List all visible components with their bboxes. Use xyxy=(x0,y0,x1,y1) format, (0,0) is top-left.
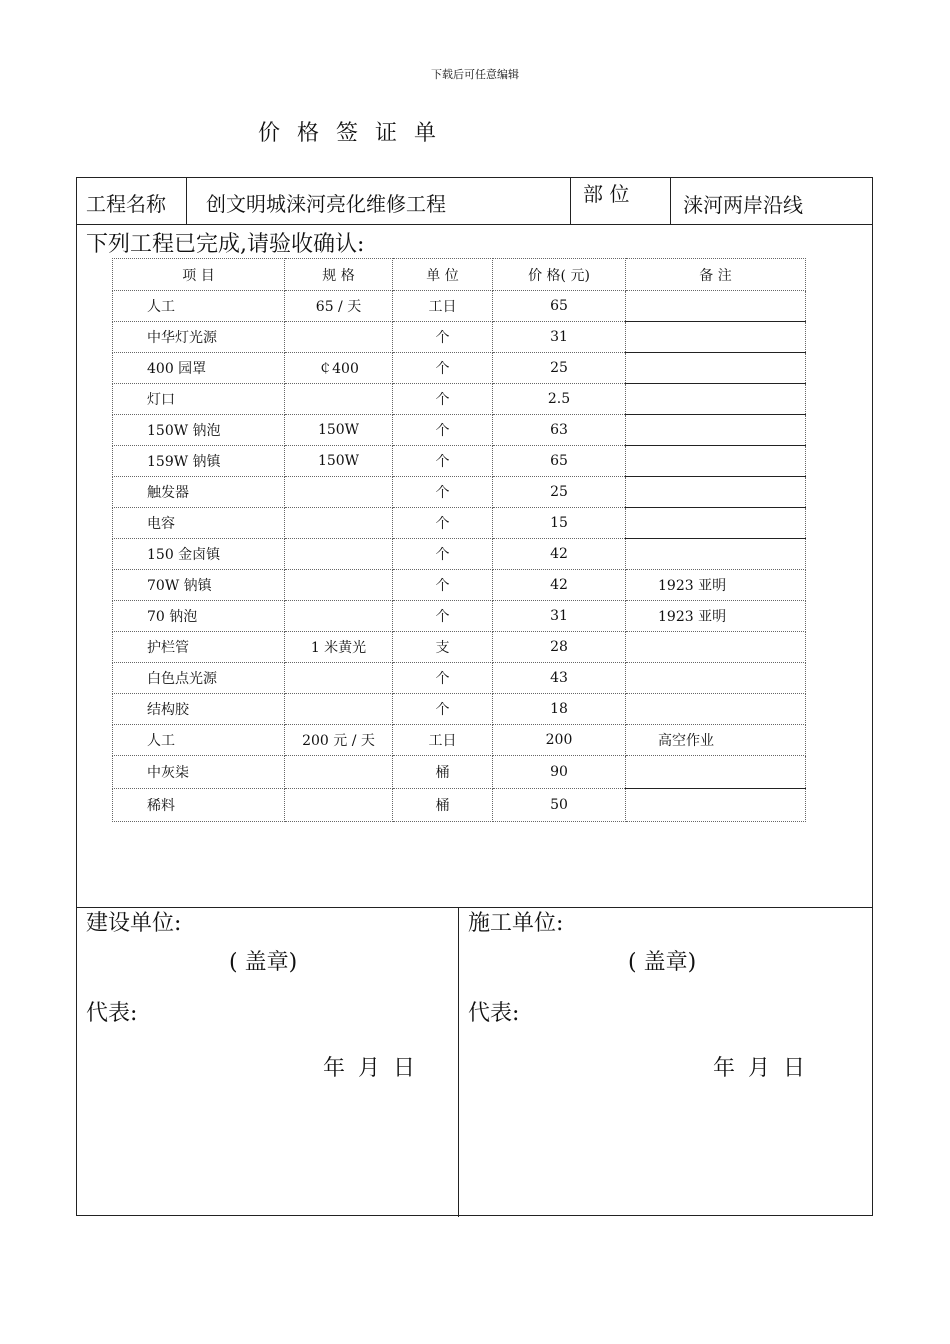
items-table xyxy=(112,258,806,822)
header-divider xyxy=(570,178,571,225)
spec-cell xyxy=(285,756,393,789)
item-cell xyxy=(113,508,285,539)
item-cell xyxy=(113,322,285,353)
item-cell-text: 触发器 xyxy=(147,485,189,501)
unit-cell-text: 工日 xyxy=(428,733,457,749)
price-cell xyxy=(493,632,626,663)
watermark-text: 下载后可任意编辑 xyxy=(431,68,519,81)
spec-cell xyxy=(285,353,393,384)
spec-cell xyxy=(285,632,393,663)
item-cell xyxy=(113,353,285,384)
table-row xyxy=(113,446,806,477)
price-cell xyxy=(493,508,626,539)
column-header-unit: 单 位 xyxy=(393,259,493,291)
unit-cell xyxy=(393,789,493,822)
price-cell-text: 42 xyxy=(550,546,568,562)
client-unit-label: 建设单位: xyxy=(86,911,182,936)
note-cell xyxy=(626,570,806,601)
item-cell-text: 159W 钠镇 xyxy=(147,454,221,470)
project-name-value: 创文明城涞河亮化维修工程 xyxy=(206,192,446,216)
unit-cell-text: 个 xyxy=(435,516,450,532)
unit-cell-text: 个 xyxy=(435,609,450,625)
note-cell xyxy=(626,353,806,384)
unit-cell-text: 桶 xyxy=(435,798,450,814)
unit-cell-text: 个 xyxy=(435,361,450,377)
contractor-unit-label: 施工单位: xyxy=(468,911,564,936)
column-header-spec: 规 格 xyxy=(285,259,393,291)
client-representative-label: 代表: xyxy=(86,1001,138,1026)
table-row xyxy=(113,632,806,663)
unit-cell-text: 个 xyxy=(435,578,450,594)
note-cell-text xyxy=(626,515,658,531)
price-cell-text: 65 xyxy=(550,298,568,314)
note-cell xyxy=(626,415,806,446)
unit-cell-text: 个 xyxy=(435,702,450,718)
note-cell-text: 高空作业 xyxy=(658,733,714,749)
unit-cell xyxy=(393,725,493,756)
spec-cell xyxy=(285,601,393,632)
unit-cell-text: 个 xyxy=(435,392,450,408)
price-cell-text: 200 xyxy=(545,732,573,748)
note-cell xyxy=(626,789,806,822)
note-cell xyxy=(626,663,806,694)
table-row xyxy=(113,415,806,446)
spec-cell xyxy=(285,291,393,322)
client-seal-text: ( 盖章) xyxy=(229,950,298,975)
unit-cell-text: 个 xyxy=(435,671,450,687)
contractor-date-text: 年 月 日 xyxy=(713,1056,805,1081)
table-row xyxy=(113,291,806,322)
item-cell-text: 稀料 xyxy=(147,798,175,814)
table-row xyxy=(113,663,806,694)
location-label: 部 位 xyxy=(583,182,630,206)
header-divider xyxy=(670,178,671,225)
price-cell-text: 42 xyxy=(550,577,568,593)
price-cell-text: 50 xyxy=(550,797,568,813)
unit-cell-text: 个 xyxy=(435,423,450,439)
unit-cell xyxy=(393,601,493,632)
unit-cell-text: 个 xyxy=(435,485,450,501)
unit-cell-text: 工日 xyxy=(428,299,457,315)
unit-cell xyxy=(393,477,493,508)
price-cell-text: 15 xyxy=(550,515,568,531)
note-cell-text xyxy=(626,391,658,407)
note-cell-text xyxy=(626,329,658,345)
price-cell xyxy=(493,446,626,477)
item-cell-text: 中华灯光源 xyxy=(147,330,217,346)
spec-cell-text: 200 元 / 天 xyxy=(302,733,375,749)
spec-cell xyxy=(285,789,393,822)
item-cell xyxy=(113,756,285,789)
price-cell-text: 31 xyxy=(550,329,568,345)
item-cell-text: 70 钠泡 xyxy=(147,609,198,625)
unit-cell xyxy=(393,539,493,570)
spec-cell-text: 1 米黄光 xyxy=(310,640,367,656)
spec-cell-text: ￠400 xyxy=(318,361,359,377)
unit-cell xyxy=(393,415,493,446)
unit-cell-text: 个 xyxy=(435,547,450,563)
price-cell xyxy=(493,539,626,570)
item-cell xyxy=(113,632,285,663)
price-cell xyxy=(493,291,626,322)
price-cell xyxy=(493,570,626,601)
note-cell xyxy=(626,446,806,477)
price-cell xyxy=(493,725,626,756)
spec-cell xyxy=(285,570,393,601)
item-cell-text: 护栏管 xyxy=(147,640,189,656)
note-cell-text: 1923 亚明 xyxy=(658,578,727,594)
price-cell xyxy=(493,789,626,822)
table-row xyxy=(113,477,806,508)
note-cell xyxy=(626,477,806,508)
note-cell-text xyxy=(626,422,658,438)
item-cell xyxy=(113,570,285,601)
item-cell-text: 灯口 xyxy=(147,392,175,408)
note-cell xyxy=(626,384,806,415)
price-cell-text: 43 xyxy=(550,670,568,686)
price-cell xyxy=(493,694,626,725)
price-cell-text: 65 xyxy=(550,453,568,469)
note-cell-text xyxy=(626,484,658,500)
location-value: 涞河两岸沿线 xyxy=(683,193,803,217)
spec-cell xyxy=(285,384,393,415)
table-row xyxy=(113,789,806,822)
item-cell-text: 150 金卤镇 xyxy=(147,547,221,563)
contractor-seal-text: ( 盖章) xyxy=(628,950,697,975)
note-cell-text xyxy=(626,797,658,813)
item-cell xyxy=(113,415,285,446)
price-cell-text: 25 xyxy=(550,484,568,500)
price-cell-text: 2.5 xyxy=(547,391,571,407)
spec-cell-text: 150W xyxy=(317,453,360,469)
table-row xyxy=(113,601,806,632)
table-header-row xyxy=(113,259,806,291)
unit-cell xyxy=(393,446,493,477)
note-cell xyxy=(626,725,806,756)
price-cell xyxy=(493,353,626,384)
note-cell xyxy=(626,756,806,789)
spec-cell xyxy=(285,446,393,477)
item-cell-text: 结构胶 xyxy=(147,702,189,718)
spec-cell xyxy=(285,322,393,353)
item-cell xyxy=(113,663,285,694)
note-cell-text xyxy=(626,670,658,686)
item-cell-text: 电容 xyxy=(147,516,175,532)
unit-cell xyxy=(393,322,493,353)
spec-cell xyxy=(285,725,393,756)
note-cell xyxy=(626,632,806,663)
price-cell xyxy=(493,415,626,446)
unit-cell xyxy=(393,663,493,694)
price-cell xyxy=(493,477,626,508)
table-row xyxy=(113,756,806,789)
price-cell-text: 31 xyxy=(550,608,568,624)
spec-cell xyxy=(285,694,393,725)
note-cell-text: 1923 亚明 xyxy=(658,609,727,625)
price-cell-text: 90 xyxy=(550,764,568,780)
table-row xyxy=(113,570,806,601)
price-cell-text: 28 xyxy=(550,639,568,655)
unit-cell-text: 个 xyxy=(435,454,450,470)
spec-cell xyxy=(285,663,393,694)
note-cell xyxy=(626,291,806,322)
price-cell-text: 18 xyxy=(550,701,568,717)
table-row xyxy=(113,539,806,570)
project-name-label: 工程名称 xyxy=(86,192,166,216)
unit-cell xyxy=(393,508,493,539)
table-row xyxy=(113,725,806,756)
unit-cell xyxy=(393,632,493,663)
item-cell xyxy=(113,291,285,322)
spec-cell xyxy=(285,508,393,539)
note-cell-text xyxy=(626,639,658,655)
header-divider xyxy=(186,178,187,225)
item-cell-text: 中灰柒 xyxy=(147,765,189,781)
price-cell-text: 63 xyxy=(550,422,568,438)
note-cell xyxy=(626,539,806,570)
table-row xyxy=(113,353,806,384)
unit-cell-text: 支 xyxy=(435,640,450,656)
note-cell xyxy=(626,508,806,539)
note-cell-text xyxy=(626,360,658,376)
item-cell xyxy=(113,789,285,822)
unit-cell xyxy=(393,291,493,322)
note-cell-text xyxy=(626,298,658,314)
table-row xyxy=(113,508,806,539)
client-date-text: 年 月 日 xyxy=(323,1056,415,1081)
item-cell-text: 人工 xyxy=(147,733,175,749)
note-cell-text xyxy=(626,764,658,780)
price-cell xyxy=(493,384,626,415)
unit-cell-text: 个 xyxy=(435,330,450,346)
table-row xyxy=(113,694,806,725)
item-cell-text: 400 园罩 xyxy=(147,361,207,377)
unit-cell-text: 桶 xyxy=(435,765,450,781)
contractor-representative-label: 代表: xyxy=(468,1001,520,1026)
price-cell xyxy=(493,601,626,632)
spec-cell-text: 150W xyxy=(317,422,360,438)
item-cell xyxy=(113,446,285,477)
note-cell-text xyxy=(626,701,658,717)
unit-cell xyxy=(393,384,493,415)
spec-cell xyxy=(285,477,393,508)
item-cell-text: 150W 钠泡 xyxy=(147,423,221,439)
note-cell-text xyxy=(626,546,658,562)
item-cell xyxy=(113,694,285,725)
spec-cell xyxy=(285,539,393,570)
column-header-price: 价 格( 元) xyxy=(493,259,626,291)
page-title: 价 格 签 证 单 xyxy=(258,121,436,146)
unit-cell xyxy=(393,756,493,789)
item-cell-text: 白色点光源 xyxy=(147,671,217,687)
note-cell xyxy=(626,601,806,632)
item-cell xyxy=(113,725,285,756)
spec-cell-text: 65 / 天 xyxy=(315,299,362,315)
spec-cell xyxy=(285,415,393,446)
item-cell xyxy=(113,539,285,570)
column-header-item: 项 目 xyxy=(113,259,285,291)
item-cell-text: 70W 钠镇 xyxy=(147,578,212,594)
table-row xyxy=(113,322,806,353)
column-header-note: 备 注 xyxy=(626,259,806,291)
price-cell-text: 25 xyxy=(550,360,568,376)
price-cell xyxy=(493,322,626,353)
price-cell xyxy=(493,663,626,694)
item-cell xyxy=(113,384,285,415)
note-cell xyxy=(626,322,806,353)
intro-text: 下列工程已完成,请验收确认: xyxy=(86,232,365,257)
unit-cell xyxy=(393,353,493,384)
note-cell-text xyxy=(626,453,658,469)
item-cell xyxy=(113,477,285,508)
signature-divider xyxy=(458,907,459,1217)
note-cell xyxy=(626,694,806,725)
item-cell xyxy=(113,601,285,632)
unit-cell xyxy=(393,570,493,601)
unit-cell xyxy=(393,694,493,725)
price-cell xyxy=(493,756,626,789)
header-bottom-line xyxy=(77,224,872,225)
item-cell-text: 人工 xyxy=(147,299,175,315)
table-row xyxy=(113,384,806,415)
